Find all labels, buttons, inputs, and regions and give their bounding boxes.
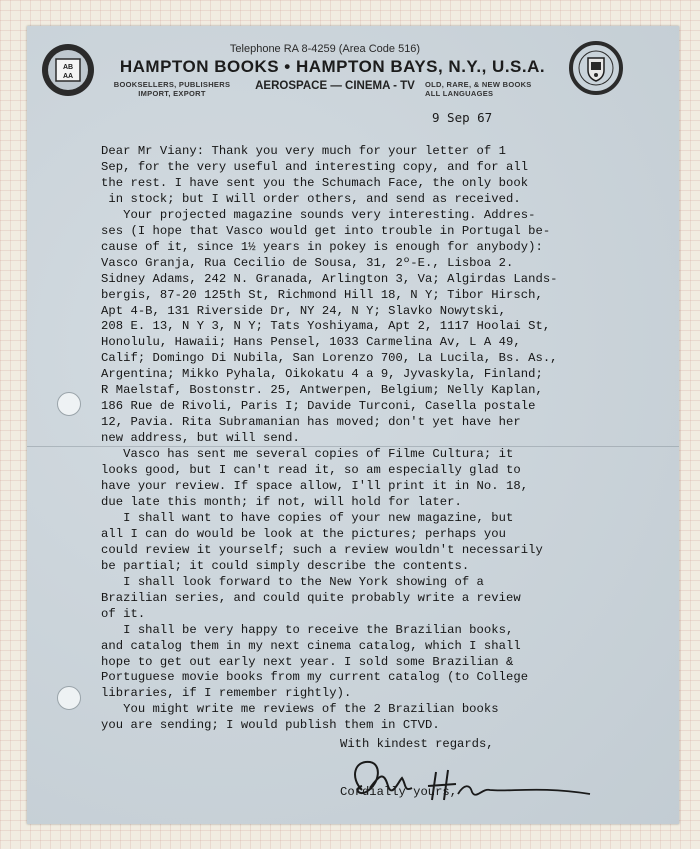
body-line: in stock; but I will order others, and send as received. bbox=[101, 191, 521, 206]
handwritten-signature-icon bbox=[340, 748, 620, 818]
body-line: Argentina; Mikko Pyhala, Oikokatu 4 a 9, Jyvaskyla, Finland; bbox=[101, 367, 543, 382]
svg-text:AA: AA bbox=[62, 73, 74, 80]
body-line: the rest. I have sent you the Schumach Face, the only book bbox=[101, 175, 529, 190]
body-line: 12, Pavia. Rita Subramanian has moved; don't yet have her bbox=[101, 415, 521, 430]
punch-hole-lower bbox=[57, 686, 81, 710]
body-line: Brazilian series, and could quite probably write a review bbox=[101, 590, 521, 605]
body-line: I shall be very happy to receive the Brazilian books, bbox=[101, 622, 514, 637]
body-line: Sidney Adams, 242 N. Granada, Arlington 3, Va; Algirdas Lands- bbox=[101, 271, 558, 286]
body-line: You might write me reviews of the 2 Brazilian books bbox=[101, 702, 499, 717]
body-line: I shall look forward to the New York showing of a bbox=[101, 574, 484, 589]
body-line: of it. bbox=[101, 606, 146, 621]
body-line: Honolulu, Hawaii; Hans Pensel, 1033 Carmelina Av, L A 49, bbox=[101, 335, 521, 350]
punch-hole-upper bbox=[57, 392, 81, 416]
tagline-line: OLD, RARE, & NEW BOOKS bbox=[425, 80, 532, 89]
body-line: hope to get out early next year. I sold some Brazilian & bbox=[101, 654, 514, 669]
body-line: cause of it, since 1½ years in pokey is enough for anybody): bbox=[101, 239, 543, 254]
tagline-line: ALL LANGUAGES bbox=[425, 89, 494, 98]
body-line: be partial; it could simply describe the contents. bbox=[101, 558, 470, 573]
body-line: looks good, but I can't read it, so am especially glad to bbox=[101, 463, 521, 478]
body-line: I shall want to have copies of your new magazine, but bbox=[101, 510, 514, 525]
body-line: Dear Mr Viany: Thank you very much for your letter of 1 bbox=[101, 144, 507, 158]
body-line: Vasco has sent me several copies of Filme Cultura; it bbox=[101, 447, 514, 462]
letter-date: 9 Sep 67 bbox=[432, 110, 493, 125]
body-line: Sep, for the very useful and interesting copy, and for all bbox=[101, 159, 529, 174]
letterhead-company: HAMPTON BOOKS • HAMPTON BAYS, N.Y., U.S.A. bbox=[119, 57, 546, 76]
body-line: R Maelstaf, Bostonstr. 25, Antwerpen, Belgium; Nelly Kaplan, bbox=[101, 383, 543, 398]
body-line: due late this month; if not, will hold for later. bbox=[101, 494, 462, 509]
letterhead-right-tagline bbox=[425, 80, 555, 98]
body-line: libraries, if I remember rightly). bbox=[101, 686, 352, 701]
svg-text:AB: AB bbox=[62, 64, 74, 71]
body-line: could review it yourself; such a review wouldn't necessarily bbox=[101, 542, 543, 557]
body-line: you are sending; I would publish them in CTVD. bbox=[101, 718, 440, 733]
tagline-line: IMPORT, EXPORT bbox=[138, 89, 206, 98]
body-line: and catalog them in my next cinema catalog, which I shall bbox=[101, 638, 521, 653]
letterhead-telephone: Telephone RA 8-4259 (Area Code 516) bbox=[229, 43, 421, 55]
body-line: Vasco Granja, Rua Cecilio de Sousa, 31, 2º-E., Lisboa 2. bbox=[101, 255, 514, 270]
body-line: bergis, 87-20 125th St, Richmond Hill 18, N Y; Tibor Hirsch, bbox=[101, 287, 543, 302]
crest-seal-icon bbox=[568, 40, 624, 96]
body-line: Portuguese movie books from my current catalog (to College bbox=[101, 670, 529, 685]
body-line: Your projected magazine sounds very interesting. Addres- bbox=[101, 207, 536, 222]
abaa-seal-icon bbox=[40, 42, 96, 98]
tagline-line: BOOKSELLERS, PUBLISHERS bbox=[113, 80, 231, 89]
letterhead-specialties: AEROSPACE — CINEMA - TV bbox=[255, 80, 415, 92]
body-line: have your review. If space allow, I'll print it in No. 18, bbox=[101, 479, 529, 494]
body-line: Calif; Domingo Di Nubila, San Lorenzo 700, La Lucila, Bs. As., bbox=[101, 351, 558, 366]
body-line: ses (I hope that Vasco would get into trouble in Portugal be- bbox=[101, 223, 551, 238]
body-line: all I can do would be look at the pictures; perhaps you bbox=[101, 526, 507, 541]
letterhead-left-tagline bbox=[108, 80, 236, 98]
body-line: Apt 4-B, 131 Riverside Dr, NY 24, N Y; Slavko Nowytski, bbox=[101, 303, 507, 318]
body-line: 186 Rue de Rivoli, Paris I; Davide Turconi, Casella postale bbox=[101, 399, 536, 414]
body-line: new address, but will send. bbox=[101, 431, 300, 446]
letter-body bbox=[101, 144, 651, 734]
closing-line: Cordially yours, bbox=[340, 784, 458, 799]
body-line: 208 E. 13, N Y 3, N Y; Tats Yoshiyama, Apt 2, 1117 Hoolai St, bbox=[101, 319, 551, 334]
closing-line: With kindest regards, bbox=[340, 736, 494, 751]
